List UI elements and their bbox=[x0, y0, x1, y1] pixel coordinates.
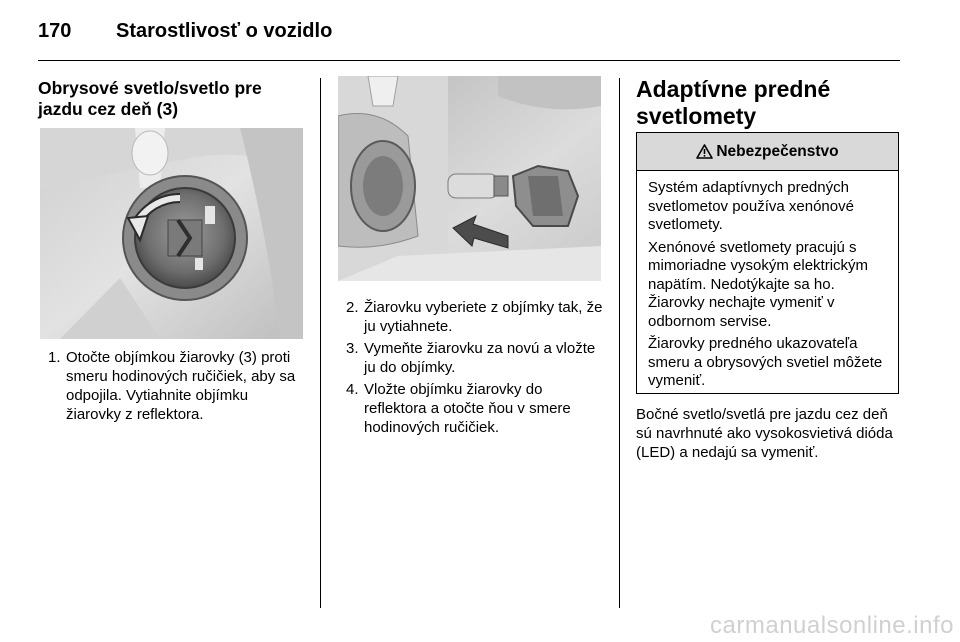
danger-heading-label: Nebezpečenstvo bbox=[716, 142, 839, 160]
page-header-title: Starostlivosť o vozidlo bbox=[116, 20, 333, 42]
step-text: Otočte objímkou žiarovky (3) proti smeru hodinových ručičiek, aby sa odpojila. Vytiahnite objímku žiarovky z reflektora. bbox=[66, 349, 296, 423]
step-number: 3. bbox=[346, 340, 359, 357]
step-text: Vymeňte žiarovku za novú a vložte ju do objímky. bbox=[364, 340, 596, 376]
bulb-removal-photo bbox=[338, 76, 601, 281]
step-item bbox=[338, 298, 604, 336]
warning-triangle-icon bbox=[696, 144, 713, 159]
step-text: Vložte objímku žiarovky do reflektora a otočte ňou v smere hodinových ručičiek. bbox=[364, 381, 571, 436]
column-divider-1 bbox=[320, 78, 321, 608]
step-number: 2. bbox=[346, 299, 359, 316]
section-title-adaptive-headlights: Adaptívne predné svetlomety bbox=[636, 76, 831, 129]
step-item bbox=[40, 348, 305, 424]
danger-paragraph: Systém adaptívnych predných svetlometov používa xenónové svetlomety. bbox=[648, 179, 854, 233]
led-side-light-note: Bočné svetlo/svetlá pre jazdu cez deň sú navrhnuté ako vysokosvietivá dióda (LED) a nedajú sa vymeniť. bbox=[636, 406, 893, 461]
danger-body bbox=[637, 171, 898, 401]
column-divider-2 bbox=[619, 78, 620, 608]
step-number: 1. bbox=[48, 349, 61, 366]
step-item bbox=[338, 380, 604, 437]
page-number: 170 bbox=[38, 20, 72, 42]
danger-warning-box bbox=[636, 132, 899, 394]
step-text: Žiarovku vyberiete z objímky tak, že ju vytiahnete. bbox=[364, 299, 603, 335]
instruction-steps-1 bbox=[40, 348, 305, 427]
danger-paragraph: Xenónové svetlomety pracujú s mimoriadne vysokým elektrickým napätím. Nedotýkajte sa ho. Žiarovky nechajte vymeniť v odbornom servise. bbox=[648, 238, 869, 330]
bulb-socket-rotate-photo bbox=[40, 128, 303, 339]
header-divider bbox=[38, 60, 900, 61]
section-title-position-light: Obrysové svetlo/svetlo pre jazdu cez deň (3) bbox=[38, 78, 262, 119]
instruction-steps-2 bbox=[338, 298, 604, 440]
danger-heading bbox=[637, 133, 898, 171]
watermark: carmanualsonline.info bbox=[710, 612, 954, 639]
step-item bbox=[338, 339, 604, 377]
danger-paragraph: Žiarovky predného ukazovateľa smeru a obrysových svetiel môžete vymeniť. bbox=[648, 335, 883, 389]
step-number: 4. bbox=[346, 381, 359, 398]
